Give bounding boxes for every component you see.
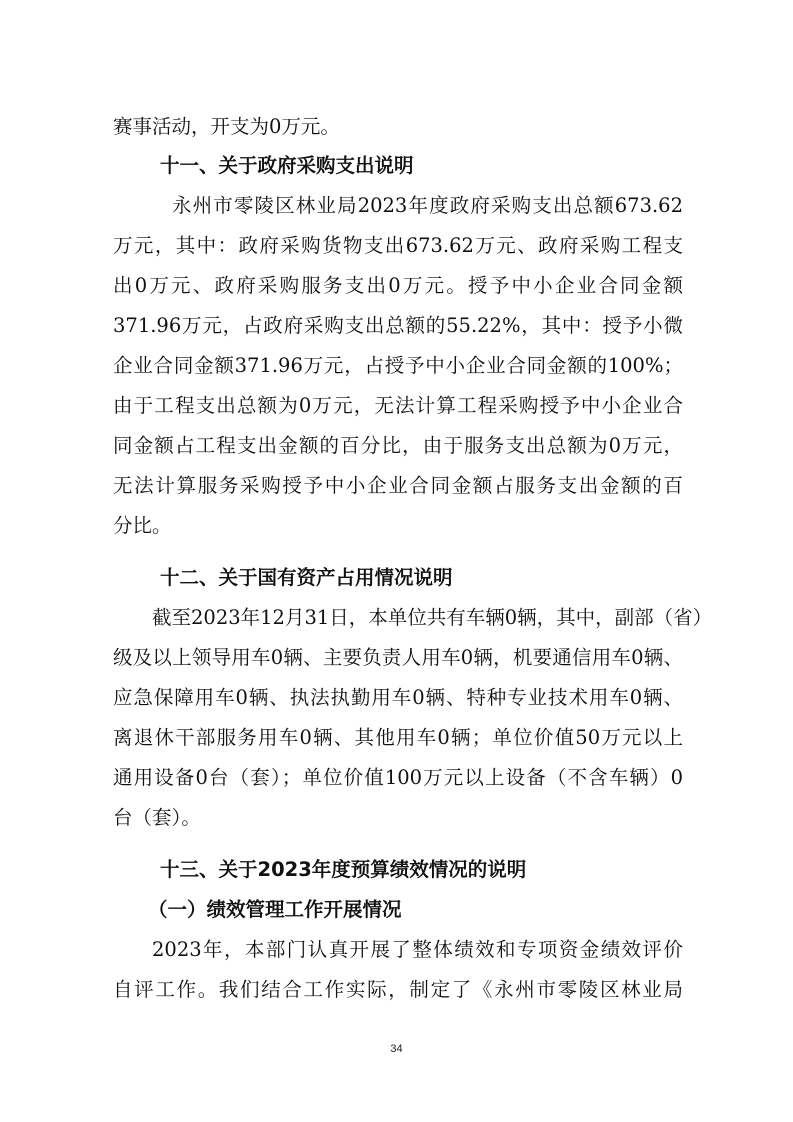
paragraph-line: 由于工程支出总额为0万元，无法计算工程采购授予中小企业合 <box>113 394 683 417</box>
paragraph-line: 台（套）。 <box>113 806 201 829</box>
paragraph-line: 无法计算服务采购授予中小企业合同金额占服务支出金额的百 <box>113 474 683 497</box>
section-heading-13: 十三、关于2023年度预算绩效情况的说明 <box>160 858 527 881</box>
subsection-heading-1: （一）绩效管理工作开展情况 <box>148 898 402 921</box>
paragraph-line: 2023年，本部门认真开展了整体绩效和专项资金绩效评价 <box>152 938 683 961</box>
paragraph-line: 万元，其中：政府采购货物支出673.62万元、政府采购工程支 <box>113 234 683 257</box>
paragraph-line: 出0万元、政府采购服务支出0万元。授予中小企业合同金额 <box>113 274 683 297</box>
paragraph-line: 级及以上领导用车0辆、主要负责人用车0辆，机要通信用车0辆、 <box>113 646 683 669</box>
paragraph-line: 同金额占工程支出金额的百分比，由于服务支出总额为0万元， <box>113 434 683 457</box>
paragraph-line: 截至2023年12月31日，本单位共有车辆0辆，其中，副部（省） <box>152 606 713 629</box>
paragraph-line: 应急保障用车0辆、执法执勤用车0辆、特种专业技术用车0辆、 <box>113 686 683 709</box>
paragraph-line: 自评工作。我们结合工作实际，制定了《永州市零陵区林业局 <box>113 978 683 1001</box>
paragraph-line: 371.96万元，占政府采购支出总额的55.22%，其中：授予小微 <box>113 314 683 337</box>
section-heading-12: 十二、关于国有资产占用情况说明 <box>160 566 453 589</box>
paragraph-line: 分比。 <box>113 514 172 537</box>
page-number: 34 <box>390 1043 403 1055</box>
paragraph-line: 离退休干部服务用车0辆、其他用车0辆；单位价值50万元以上 <box>113 726 683 749</box>
paragraph-line: 企业合同金额371.96万元，占授予中小企业合同金额的100%； <box>113 354 683 377</box>
section-heading-11: 十一、关于政府采购支出说明 <box>160 154 414 177</box>
paragraph-line: 永州市零陵区林业局2023年度政府采购支出总额673.62 <box>172 194 683 217</box>
paragraph-line: 通用设备0台（套）；单位价值100万元以上设备（不含车辆）0 <box>113 766 683 789</box>
paragraph-line: 赛事活动，开支为0万元。 <box>113 115 340 138</box>
